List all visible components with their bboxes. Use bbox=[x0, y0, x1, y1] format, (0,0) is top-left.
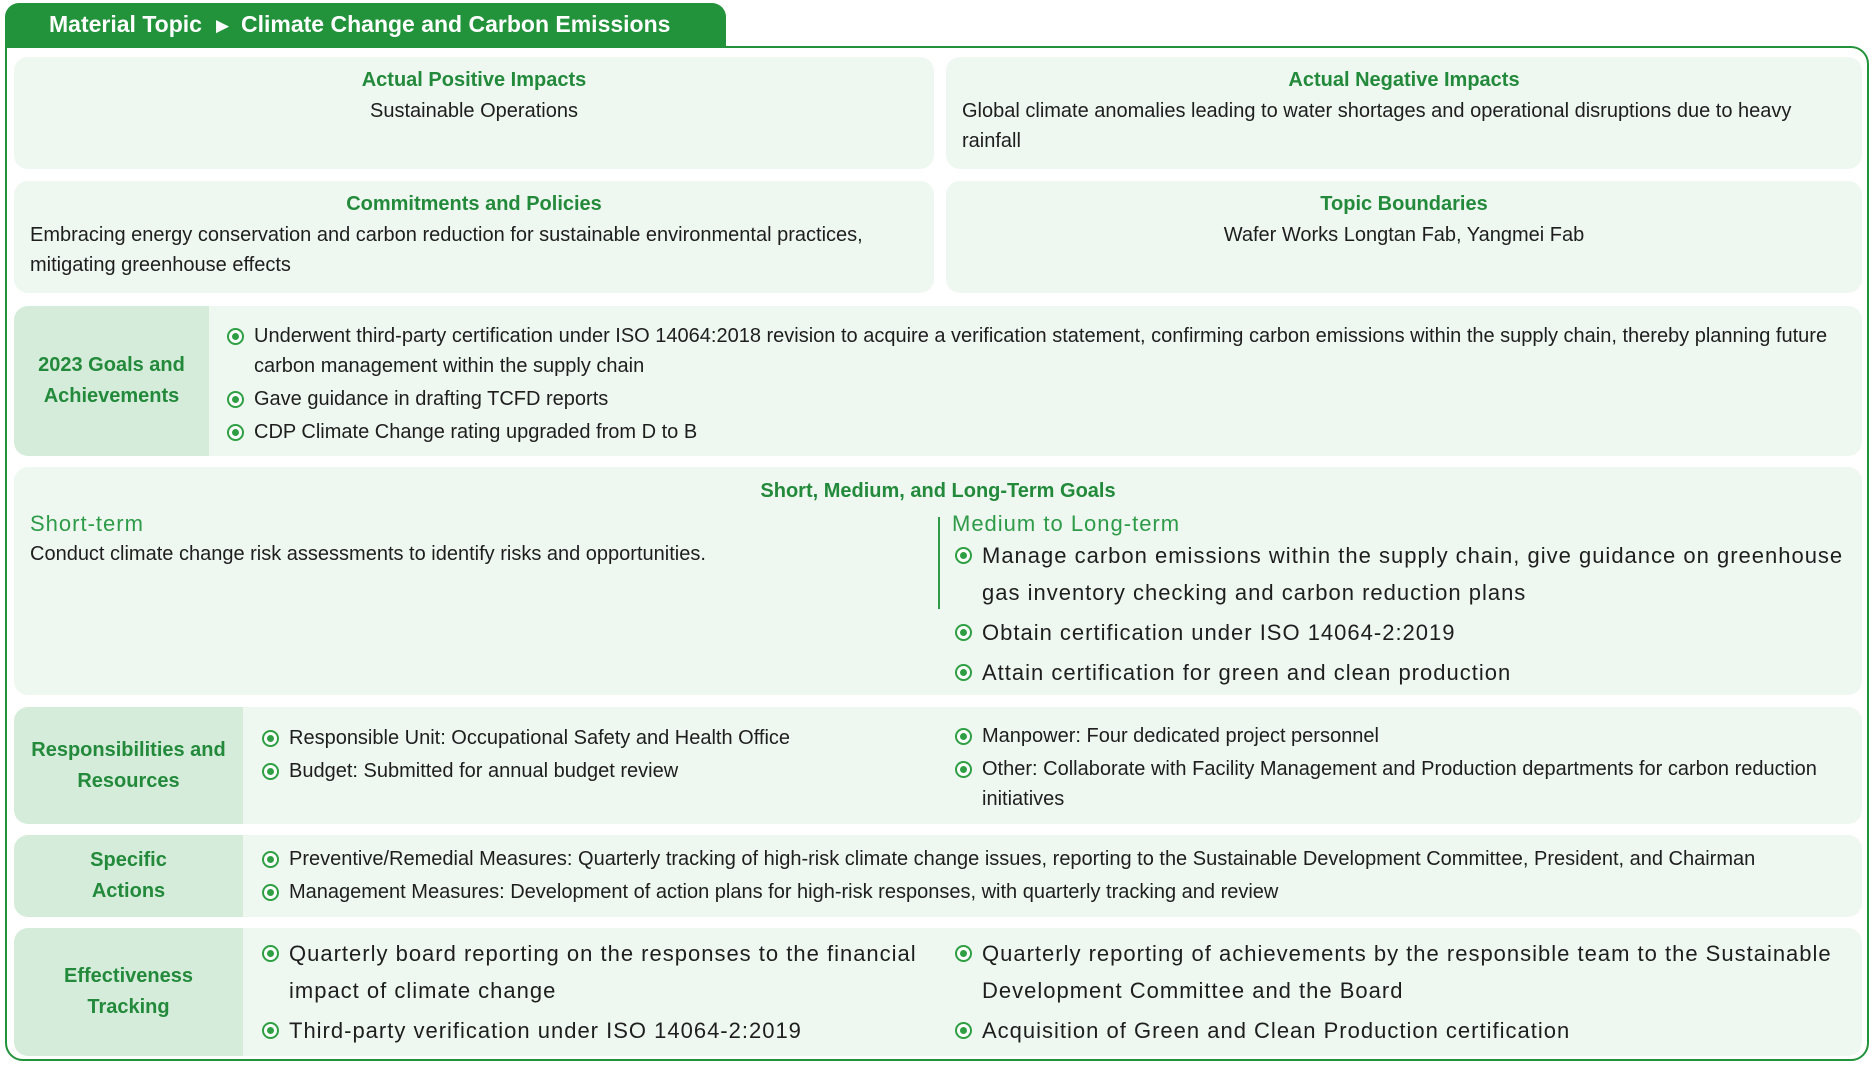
material-topic-header bbox=[5, 3, 726, 46]
tracking-left-list bbox=[259, 935, 939, 1049]
bullet-icon bbox=[955, 761, 972, 778]
bullet-icon bbox=[227, 328, 244, 345]
list-item-text: Obtain certification under ISO 14064-2:2019 bbox=[982, 620, 1456, 645]
list-item bbox=[952, 537, 1844, 611]
list-item-text: Attain certification for green and clean production bbox=[982, 660, 1512, 685]
responsibilities-label: Responsibilities and Resources bbox=[14, 707, 243, 824]
list-item bbox=[259, 844, 1846, 874]
effectiveness-tracking-label: Effectiveness Tracking bbox=[14, 928, 243, 1056]
term-goals-divider bbox=[938, 517, 940, 609]
responsibilities-right-list bbox=[952, 721, 1844, 814]
list-item-text: Quarterly reporting of achievements by the responsible team to the Sustainable Development Committee and the Board bbox=[982, 941, 1832, 1003]
list-item bbox=[952, 935, 1844, 1009]
bullet-icon bbox=[262, 851, 279, 868]
list-item-text: Manage carbon emissions within the supply chain, give guidance on greenhouse gas inventory checking and carbon reduction plans bbox=[982, 543, 1844, 605]
play-arrow-icon: ▶ bbox=[215, 15, 230, 35]
term-goals-panel bbox=[14, 467, 1862, 695]
bullet-icon bbox=[955, 664, 972, 681]
specific-actions-list bbox=[259, 844, 1846, 907]
list-item bbox=[952, 654, 1844, 691]
list-item bbox=[259, 877, 1846, 907]
topic-boundaries-text: Wafer Works Longtan Fab, Yangmei Fab bbox=[1223, 224, 1585, 246]
list-item-text: Quarterly board reporting on the responses to the financial impact of climate change bbox=[289, 941, 917, 1003]
list-item-text: Budget: Submitted for annual budget review bbox=[289, 760, 679, 782]
responsibilities-left-list bbox=[259, 723, 939, 786]
list-item-text: Manpower: Four dedicated project personnel bbox=[982, 725, 1379, 747]
list-item bbox=[224, 321, 1846, 381]
positive-impacts-text: Sustainable Operations bbox=[370, 100, 578, 122]
bullet-icon bbox=[955, 624, 972, 641]
list-item-text: Management Measures: Development of action plans for high-risk responses, with quarterly tracking and review bbox=[289, 881, 1279, 903]
long-term-label: Medium to Long-term bbox=[952, 511, 1181, 536]
list-item-text: Acquisition of Green and Clean Production certification bbox=[982, 1018, 1571, 1043]
goals-2023-list bbox=[224, 321, 1846, 447]
list-item-text: Underwent third-party certification under ISO 14064:2018 revision to acquire a verification statement, confirming carbon emissions within the supply chain, thereby planning future carbon management within the supply chain bbox=[254, 325, 1828, 377]
bullet-icon bbox=[955, 1022, 972, 1039]
bullet-icon bbox=[262, 945, 279, 962]
bullet-icon bbox=[955, 728, 972, 745]
specific-actions-panel bbox=[14, 835, 1862, 917]
bullet-icon bbox=[262, 1022, 279, 1039]
list-item-text: CDP Climate Change rating upgraded from D to B bbox=[254, 421, 698, 443]
bullet-icon bbox=[955, 547, 972, 564]
list-item bbox=[224, 384, 1846, 414]
term-goals-title: Short, Medium, and Long-Term Goals bbox=[760, 480, 1116, 502]
list-item-text: Gave guidance in drafting TCFD reports bbox=[254, 388, 609, 410]
list-item bbox=[224, 417, 1846, 447]
tracking-right-list bbox=[952, 935, 1844, 1049]
bullet-icon bbox=[262, 730, 279, 747]
list-item-text: Other: Collaborate with Facility Management and Production departments for carbon reduction initiatives bbox=[982, 758, 1817, 810]
list-item-text: Preventive/Remedial Measures: Quarterly tracking of high-risk climate change issues, reporting to the Sustainable Development Committee, President, and Chairman bbox=[289, 848, 1756, 870]
bullet-icon bbox=[262, 763, 279, 780]
long-term-list bbox=[952, 537, 1844, 691]
positive-impacts-panel bbox=[14, 57, 934, 169]
commitments-title: Commitments and Policies bbox=[346, 193, 602, 215]
negative-impacts-panel bbox=[946, 57, 1862, 169]
list-item-text: Responsible Unit: Occupational Safety and Health Office bbox=[289, 727, 791, 749]
goals-2023-panel bbox=[14, 306, 1862, 456]
list-item bbox=[952, 614, 1844, 651]
positive-impacts-title: Actual Positive Impacts bbox=[361, 69, 587, 91]
header-topic: Climate Change and Carbon Emissions bbox=[241, 11, 671, 37]
list-item bbox=[952, 1012, 1844, 1049]
negative-impacts-text: Global climate anomalies leading to water shortages and operational disruptions due to heavy rainfall bbox=[962, 100, 1792, 152]
bullet-icon bbox=[262, 884, 279, 901]
list-item-text: Third-party verification under ISO 14064-2:2019 bbox=[289, 1018, 802, 1043]
list-item bbox=[259, 1012, 939, 1049]
bullet-icon bbox=[955, 945, 972, 962]
topic-boundaries-panel bbox=[946, 181, 1862, 293]
specific-actions-label: Specific Actions bbox=[14, 835, 243, 917]
effectiveness-tracking-panel bbox=[14, 928, 1862, 1056]
negative-impacts-title: Actual Negative Impacts bbox=[1288, 69, 1520, 91]
bullet-icon bbox=[227, 424, 244, 441]
responsibilities-panel bbox=[14, 707, 1862, 824]
goals-2023-label: 2023 Goals and Achievements bbox=[14, 306, 209, 456]
short-term-text: Conduct climate change risk assessments to identify risks and opportunities. bbox=[30, 543, 706, 565]
topic-boundaries-title: Topic Boundaries bbox=[1320, 193, 1488, 215]
list-item bbox=[259, 723, 939, 753]
bullet-icon bbox=[227, 391, 244, 408]
list-item bbox=[259, 756, 939, 786]
commitments-text: Embracing energy conservation and carbon reduction for sustainable environmental practices, mitigating greenhouse effects bbox=[30, 224, 863, 276]
list-item bbox=[952, 721, 1844, 751]
commitments-panel bbox=[14, 181, 934, 293]
short-term-label: Short-term bbox=[30, 511, 144, 536]
list-item bbox=[952, 754, 1844, 814]
list-item bbox=[259, 935, 939, 1009]
header-label: Material Topic bbox=[49, 11, 202, 37]
